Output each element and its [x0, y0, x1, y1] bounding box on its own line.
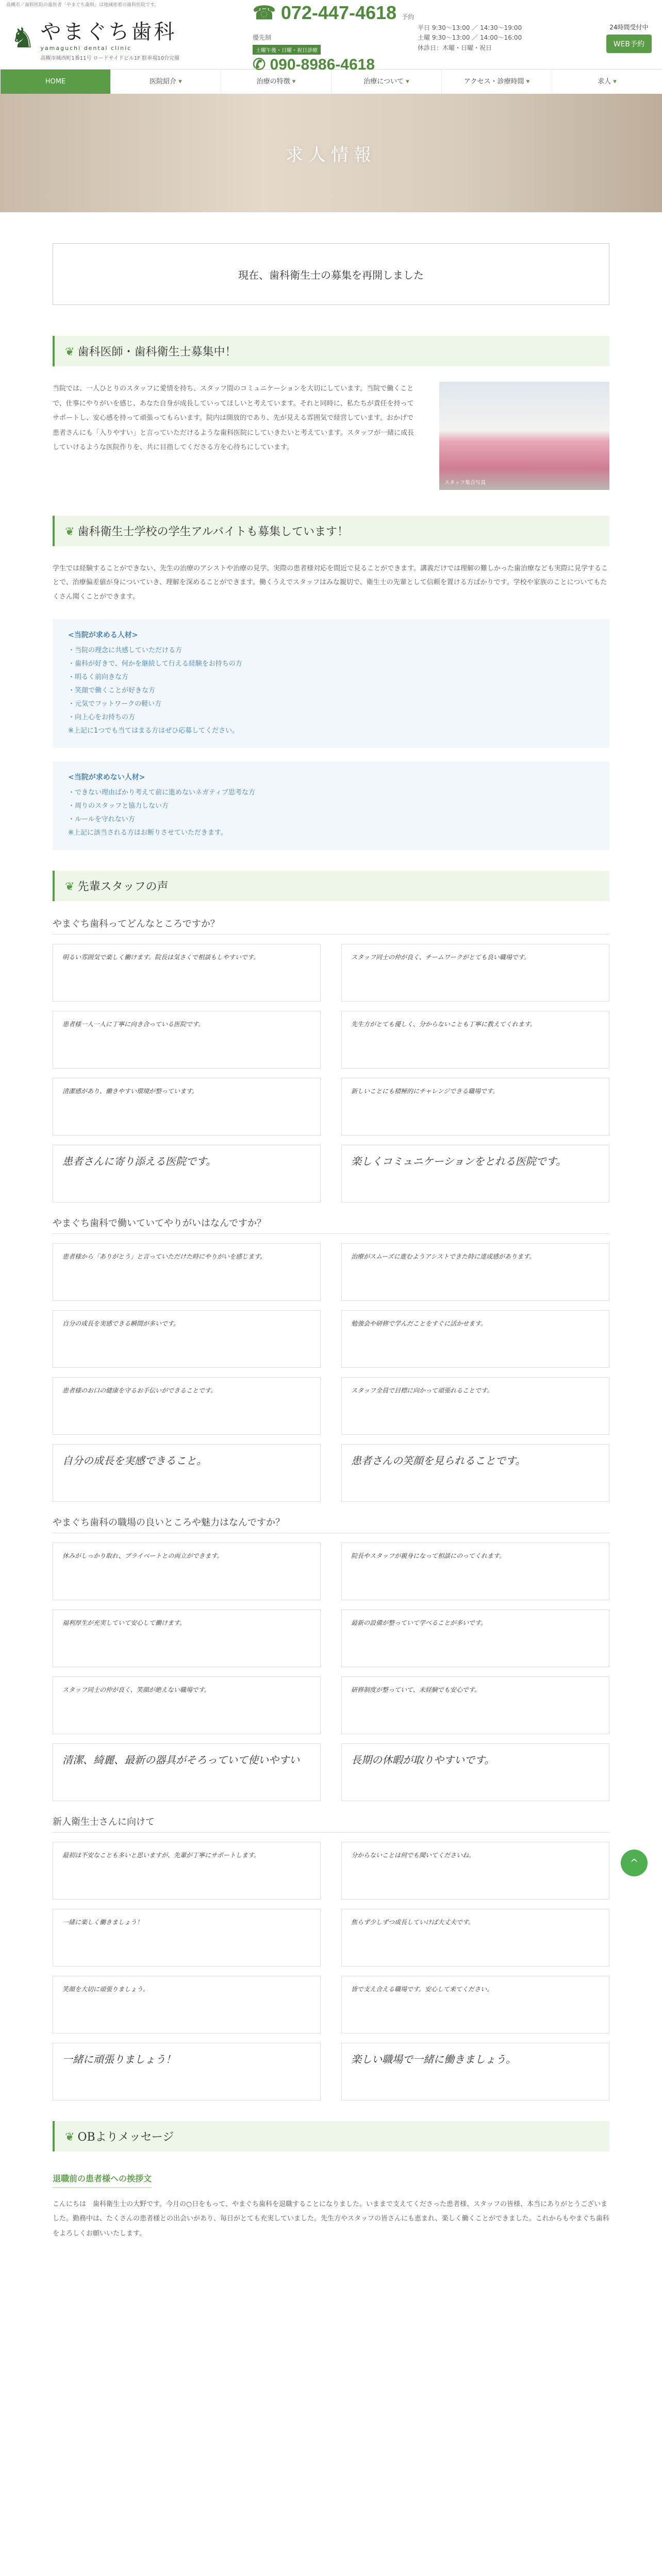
voice-cards [53, 1243, 609, 1502]
voice-card: 最新の設備が整っていて学べることが多いです。 [341, 1609, 609, 1667]
page-title: 求人情報 [286, 144, 376, 165]
leaf-icon: ❦ [65, 2130, 75, 2144]
staff-photo: スタッフ集合写真 [439, 382, 609, 490]
voice-card: 清潔感があり、働きやすい環境が整っています。 [53, 1078, 321, 1136]
voice-card: 清潔、綺麗、最新の器具がそろっていて使いやすい [53, 1743, 321, 1801]
voice-card: 楽しい職場で一緒に働きましょう。 [341, 2043, 609, 2100]
hero-banner [0, 94, 662, 212]
voice-card: 患者さんに寄り添える医院です。 [53, 1145, 321, 1202]
ob-text: こんにちは 歯科衛生士の大野です。今月の○日をもって、やまぐち歯科を退職することになりました。いままで支えてくださった患者様、スタッフの皆様、本当にありがとうございました。勤務中は、たくさんの患者様との出会いがあり、毎日がとても充実していました。先生方やスタッフの皆さんにも恵まれ、楽しく働くことができました。これからもやまぐち歯科をよろしくお願いいたします。 [53, 2200, 609, 2238]
web-reserve-button[interactable]: WEB予約 [606, 35, 652, 53]
nav-about[interactable]: 医院紹介 ▾ [110, 70, 221, 94]
voice-card: 患者様から「ありがとう」と言っていただけた時にやりがいを感じます。 [53, 1243, 321, 1301]
leaf-icon: ❦ [65, 880, 75, 893]
students-text: 学生では経験することができない、先生の治療のアシストや治療の見学、実際の患者様対応を間近で見ることができます。講義だけでは理解の難しかった歯治療なども実際に見学することで、治療偏差値が身についていき、理解を深めることができます。働くうえでスタッフはみな親切で、衛生士の先輩として信頼を置ける方ばかりです。学校や家族のことについてもたくさん聞くことができます。 [53, 565, 608, 601]
voice-card: 院長やスタッフが親身になって相談にのってくれます。 [341, 1543, 609, 1600]
wanted-item: ・当院の理念に共感していただける方 [68, 646, 183, 654]
voice-card: 患者様のお口の健康を守るお手伝いができることです。 [53, 1377, 321, 1435]
page-top-button[interactable]: ^ [621, 1850, 648, 1876]
voice-card: 自分の成長を実感できること。 [53, 1444, 321, 1502]
voice-card: 患者様一人一人に丁寧に向き合っている医院です。 [53, 1011, 321, 1069]
section-title-ob: ❦ OBよりメッセージ [53, 2121, 609, 2151]
voice-card: 皆で支え合える職場です。安心して来てください。 [341, 1976, 609, 2033]
logo[interactable] [10, 15, 253, 61]
voice-question: やまぐち歯科の職場の良いところや魅力はなんですか？ [53, 1515, 609, 1533]
not-wanted-item: ・できない理由ばかり考えて前に進めないネガティブ思考な方 [68, 788, 255, 796]
voice-card: 研修制度が整っていて、未経験でも安心です。 [341, 1676, 609, 1734]
nav-recruit[interactable]: 求人 ▾ [552, 70, 662, 94]
voice-cards [53, 944, 609, 1202]
voice-card: 楽しくコミュニケーションをとれる医院です。 [341, 1145, 609, 1202]
reception-text: 24時間受付中 [609, 24, 649, 31]
recruit-intro [53, 382, 609, 490]
topbar-text: 高槻市／歯科医院の歯医者「やまぐち歯科」は地域密着の歯科医院です。 [6, 3, 159, 7]
voice-question: やまぐち歯科で働いていてやりがいはなんですか？ [53, 1216, 609, 1234]
nav-features[interactable]: 治療の特徴 ▾ [221, 70, 331, 94]
voice-card: 勉強会や研修で学んだことをすぐに活かせます。 [341, 1310, 609, 1368]
voice-card: 治療がスムーズに進むようアシストできた時に達成感があります。 [341, 1243, 609, 1301]
ob-subtitle: 退職前の患者様への挨拶文 [53, 2172, 152, 2188]
web-reservation [606, 23, 652, 53]
voice-card: 一緒に頑張りましょう！ [53, 2043, 321, 2100]
deer-logo-icon: ♞ [10, 22, 36, 54]
wanted-item: ・歯科が好きで、何かを継続して行える経験をお持ちの方 [68, 659, 242, 668]
nav-treatment[interactable]: 治療について ▾ [331, 70, 441, 94]
saturday-badge: 土曜午後・日曜・祝日診療 [253, 45, 321, 55]
voice-question: やまぐち歯科ってどんなところですか？ [53, 917, 609, 935]
voice-question: 新人衛生士さんに向けて [53, 1815, 609, 1833]
section-title-voices: ❦ 先輩スタッフの声 [53, 871, 609, 901]
contact-phones [253, 3, 418, 73]
clinic-name-en: yamaguchi dental clinic [40, 44, 132, 52]
not-wanted-item: ・ルールを守れない方 [68, 815, 135, 823]
wanted-item: ※上記に1つでも当てはまる方はぜひ応募してください。 [68, 726, 239, 735]
wanted-item: ・向上心をお持ちの方 [68, 713, 136, 721]
leaf-icon: ❦ [65, 346, 75, 359]
section-title-students: ❦ 歯科衛生士学校の学生アルバイトも募集しています！ [53, 516, 609, 546]
wanted-item: ・明るく前向きな方 [68, 673, 129, 681]
wanted-item: ・笑顔で働くことが好きな方 [68, 686, 156, 694]
phone-mobile[interactable]: ✆ 090-8986-4618 [253, 56, 375, 73]
not-wanted-box [53, 761, 609, 850]
clinic-address: 高槻市城西町1番11号 ロードサイドビル1F 駐車場10台完備 [40, 55, 180, 61]
notice-box: 現在、歯科衛生士の募集を再開しました [53, 243, 609, 305]
voice-card: 笑顔を大切に頑張りましょう。 [53, 1976, 321, 2033]
voice-card: 先生方がとても優しく、分からないことも丁寧に教えてくれます。 [341, 1011, 609, 1069]
voice-card: 休みがしっかり取れ、プライベートとの両立ができます。 [53, 1543, 321, 1600]
voice-card: 新しいことにも積極的にチャレンジできる職場です。 [341, 1078, 609, 1136]
voices-container [53, 917, 609, 2100]
voice-card: 福利厚生が充実していて安心して働けます。 [53, 1609, 321, 1667]
voice-card: 患者さんの笑顔を見られることです。 [341, 1444, 609, 1502]
voice-card: スタッフ全員で目標に向かって頑張れることです。 [341, 1377, 609, 1435]
not-wanted-item: ・周りのスタッフと協力しない方 [68, 802, 169, 810]
clinic-hours: 平日 9:30〜13:00 ／ 14:30〜19:00 土曜 9:30〜13:00 ／ 14:00〜16:00 休診日：木曜・日曜・祝日 [418, 24, 522, 52]
voice-card: 焦らず少しずつ成長していけば大丈夫です。 [341, 1909, 609, 1967]
wanted-title: <当院が求める人材> [68, 631, 138, 639]
intro-text: 当院では、一人ひとりのスタッフに愛情を持ち、スタッフ間のコミュニケーションを大切にしています。当院で働くことで、仕事にやりがいを感じ、あなた自身が成長していってほしいと考えています。それと同時に、私たちが責任を持ってサポートし、安心感を持って頑張ってもらいます。院内は開放的であり、先が見える雰囲気で経営しています。おかげで患者さんにも「入りやすい」と言っていただけるような歯科医院にしていきたいと考えています。スタッフが一緒に成長していけるような医院作りを、共に目指してくださる方を心待ちにしています。 [53, 385, 414, 452]
nav-access[interactable]: アクセス・診療時間 ▾ [441, 70, 552, 94]
voice-card: 分からないことは何でも聞いてくださいね。 [341, 1842, 609, 1900]
voice-cards [53, 1543, 609, 1801]
leaf-icon: ❦ [65, 526, 75, 538]
wanted-box [53, 619, 609, 748]
not-wanted-item: ※上記に該当される方はお断りさせていただきます。 [68, 828, 227, 837]
clinic-name: やまぐち歯科 [40, 20, 177, 44]
phone-main[interactable]: ☎ 072-447-4618 予約優先制 [253, 2, 415, 41]
section-title-recruit: ❦ 歯科医師・歯科衛生士募集中！ [53, 336, 609, 366]
voice-card: 最初は不安なことも多いと思いますが、先輩が丁寧にサポートします。 [53, 1842, 321, 1900]
voice-cards [53, 1842, 609, 2100]
voice-card: 自分の成長を実感できる瞬間が多いです。 [53, 1310, 321, 1368]
voice-card: スタッフ同士の仲が良く、チームワークがとても良い職場です。 [341, 944, 609, 1002]
wanted-item: ・元気でフットワークの軽い方 [68, 700, 162, 708]
voice-card: 長期の休暇が取りやすいです。 [341, 1743, 609, 1801]
nav-home[interactable]: HOME [0, 70, 110, 94]
voice-card: 明るい雰囲気で楽しく働けます。院長は気さくで相談もしやすいです。 [53, 944, 321, 1002]
not-wanted-title: <当院が求めない人材> [68, 773, 145, 782]
voice-card: スタッフ同士の仲が良く、笑顔が絶えない職場です。 [53, 1676, 321, 1734]
ob-message [53, 2167, 609, 2242]
voice-card: 一緒に楽しく働きましょう！ [53, 1909, 321, 1967]
